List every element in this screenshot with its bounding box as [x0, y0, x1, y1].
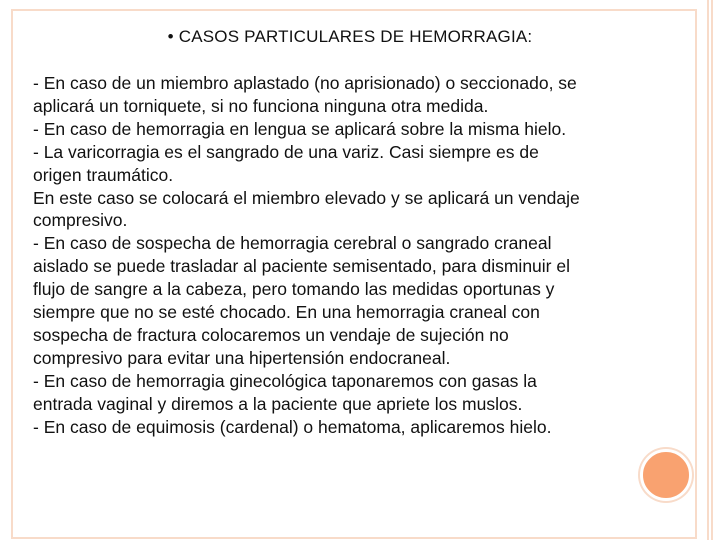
text-line: - En caso de sospecha de hemorragia cerebral o sangrado craneal: [33, 233, 552, 254]
text-line: - En caso de hemorragia en lengua se aplicará sobre la misma hielo.: [33, 118, 567, 139]
text-line: - En caso de un miembro aplastado (no aprisionado) o seccionado, se: [33, 73, 577, 93]
text-line: compresivo para evitar una hipertensión endocraneal.: [33, 347, 451, 368]
text-line: aplicará un torniquete, si no funciona ninguna otra medida.: [33, 95, 489, 116]
text-line: entrada vaginal y diremos a la paciente que apriete los muslos.: [33, 393, 523, 414]
text-line: - En caso de equimosis (cardenal) o hematoma, aplicaremos hielo.: [33, 416, 552, 437]
text-line: compresivo.: [33, 210, 128, 231]
text-line: flujo de sangre a la cabeza, pero tomando las medidas oportunas y: [33, 279, 555, 300]
text-line: siempre que no se esté chocado. En una hemorragia craneal con: [33, 302, 540, 323]
text-line: En este caso se colocará el miembro elevado y se aplicará un vendaje: [33, 187, 580, 208]
text-line: aislado se puede trasladar al paciente semisentado, para disminuir el: [33, 256, 570, 277]
text-line: origen traumático.: [33, 164, 174, 185]
decorative-orange-circle: [640, 449, 692, 501]
text-line: - En caso de hemorragia ginecológica taponaremos con gasas la: [33, 370, 537, 391]
text-line: sospecha de fractura colocaremos un vendaje de sujeción no: [33, 324, 509, 345]
slide-body: [33, 72, 673, 439]
slide-title: • CASOS PARTICULARES DE HEMORRAGIA:: [167, 27, 533, 46]
decorative-side-rail: [707, 0, 713, 540]
text-line: - La varicorragia es el sangrado de una variz. Casi siempre es de: [33, 141, 539, 162]
